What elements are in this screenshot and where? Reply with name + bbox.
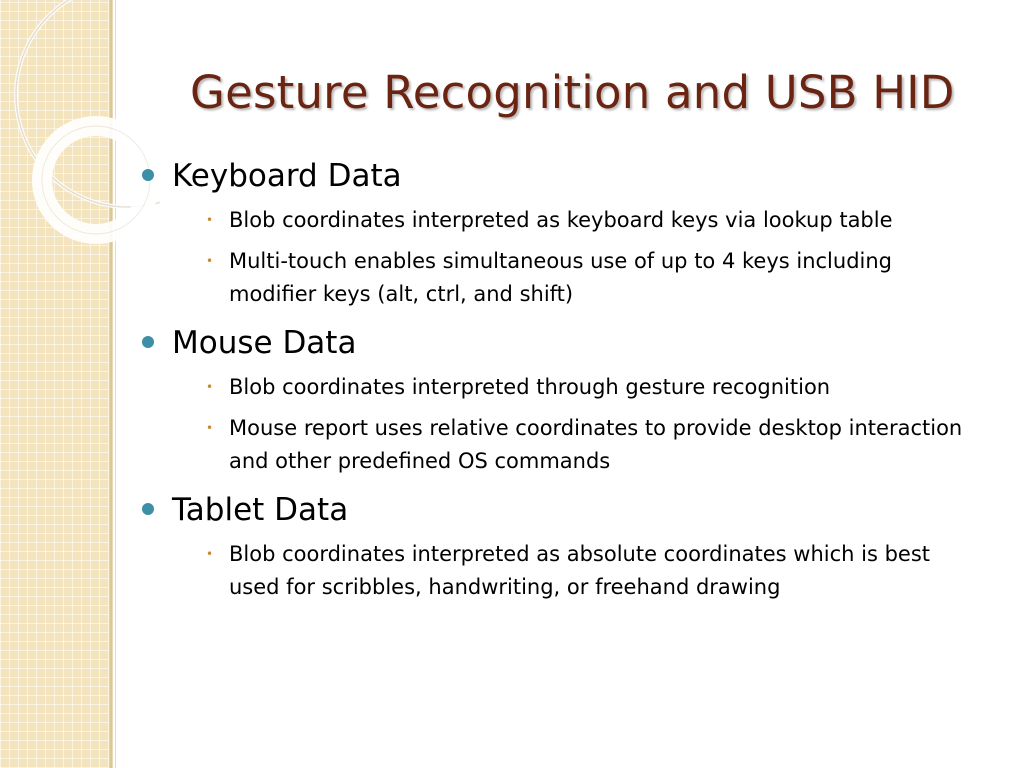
section-keyboard	[140, 154, 980, 311]
list-item-level2	[140, 538, 980, 604]
point-text: Blob coordinates interpreted as absolute coordinates which is best used for scribbles, handwriting, or freehand drawing	[229, 542, 931, 599]
section-heading: Keyboard Data	[172, 158, 402, 194]
section-mouse	[140, 321, 980, 478]
bullet-list	[140, 154, 980, 614]
point-text: Blob coordinates interpreted as keyboard keys via lookup table	[229, 208, 893, 232]
point-text: Mouse report uses relative coordinates to provide desktop interaction and other predefined OS commands	[229, 416, 963, 473]
list-item-level1	[140, 154, 980, 198]
sub-bullet-icon: •	[206, 547, 214, 561]
bullet-icon	[142, 503, 154, 515]
list-item-level2	[140, 412, 980, 478]
sub-bullet-icon: •	[206, 254, 214, 268]
sub-bullet-icon: •	[206, 421, 214, 435]
side-band-edge	[109, 0, 113, 768]
section-tablet	[140, 488, 980, 604]
point-text: Multi-touch enables simultaneous use of up to 4 keys including modifier keys (alt, ctrl, and shift)	[229, 249, 892, 306]
list-item-level2	[140, 245, 980, 311]
list-item-level1	[140, 321, 980, 365]
list-item-level2	[140, 371, 980, 404]
bullet-icon	[142, 336, 154, 348]
sub-bullet-icon: •	[206, 380, 214, 394]
decorative-side-band	[0, 0, 112, 768]
section-heading: Tablet Data	[172, 492, 349, 528]
point-text: Blob coordinates interpreted through gesture recognition	[229, 375, 831, 399]
slide-title: Gesture Recognition and USB HID	[190, 66, 955, 119]
section-heading: Mouse Data	[172, 325, 357, 361]
sub-bullet-icon: •	[206, 213, 214, 227]
side-band-divider	[115, 0, 116, 768]
list-item-level2	[140, 204, 980, 237]
list-item-level1	[140, 488, 980, 532]
bullet-icon	[142, 169, 154, 181]
